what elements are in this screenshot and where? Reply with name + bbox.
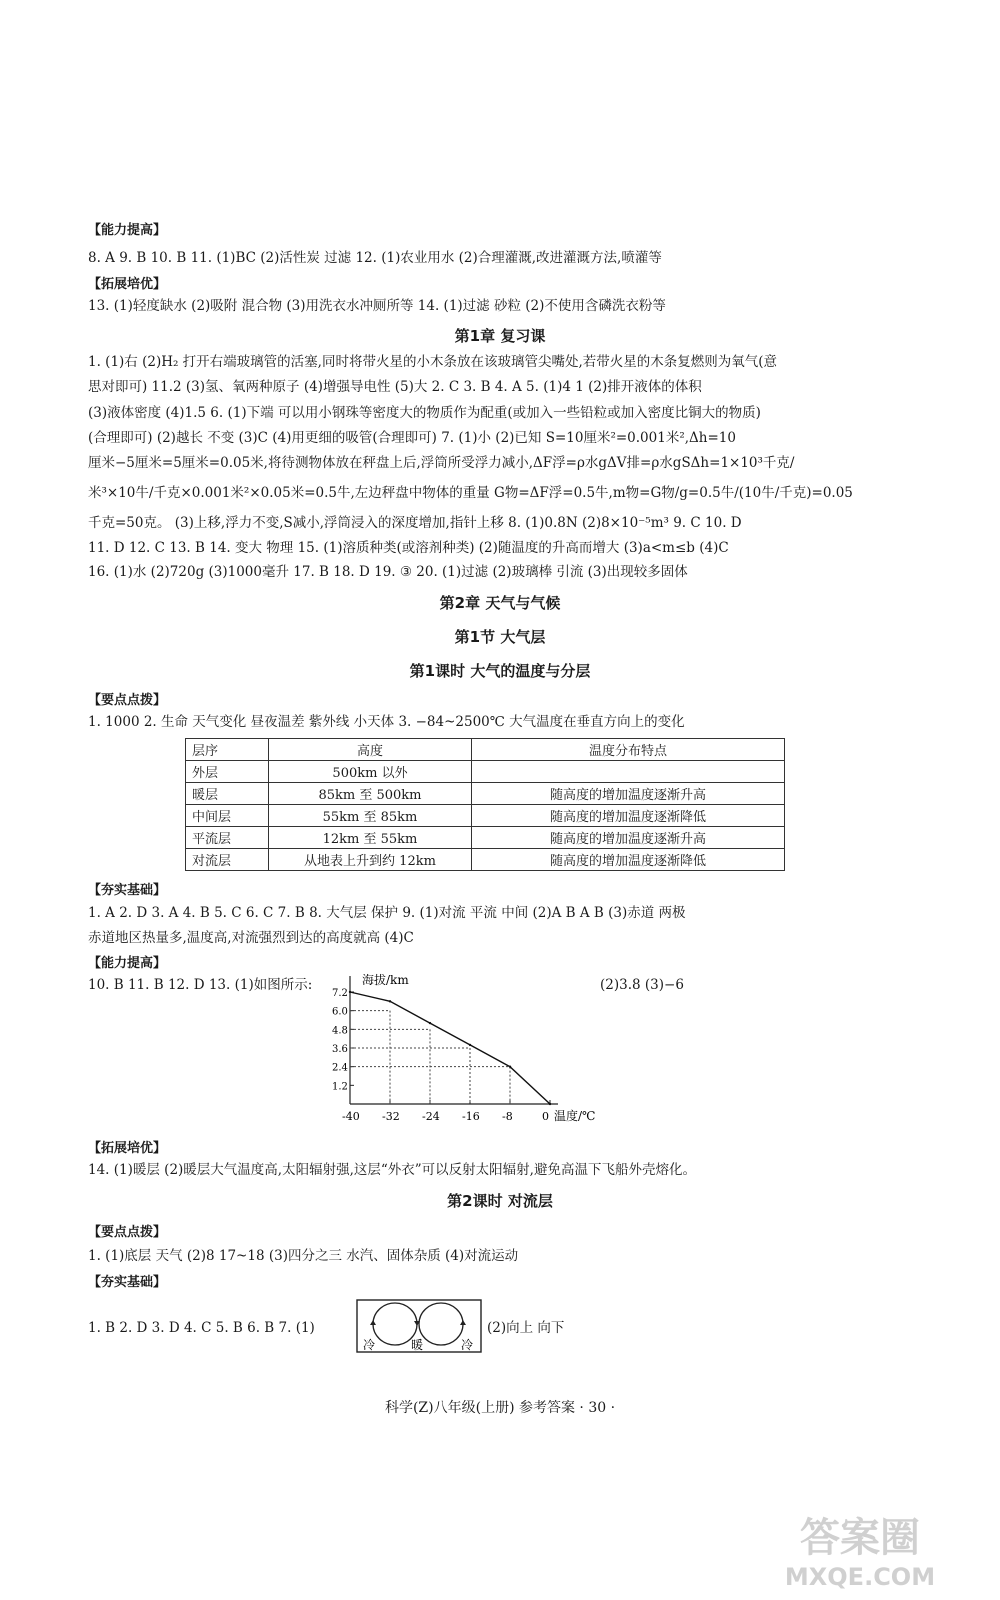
table-header-row <box>186 739 785 761</box>
answer-line: 思对即可) 11.2 (3)氢、氧两种原子 (4)增强导电性 (5)大 2. C 3. B 4. A 5. (1)4 1 (2)排开液体的体积 <box>88 379 702 395</box>
data-point <box>549 1103 551 1105</box>
y-tick-label: 6.0 <box>332 1006 348 1018</box>
data-point <box>469 1044 471 1046</box>
y-axis-label: 海拔/km <box>362 973 409 987</box>
answer-line: 1. (1)底层 天气 (2)8 17~18 (3)四分之三 水汽、固体杂质 (4)对流运动 <box>88 1248 519 1264</box>
answer-line: 1. B 2. D 3. D 4. C 5. B 6. B 7. (1) <box>88 1320 315 1336</box>
table-row <box>186 805 785 827</box>
data-point <box>509 1065 511 1067</box>
x-tick-label: -8 <box>502 1110 513 1123</box>
section-tag: 【夯实基础】 <box>88 1275 167 1290</box>
table-cell <box>472 761 785 783</box>
down-arrow-icon <box>370 1320 376 1325</box>
watermark-title: 答案圈 <box>800 1515 920 1561</box>
answer-line: (2)3.8 (3)−6 <box>600 977 684 993</box>
section-tag: 【拓展培优】 <box>88 1141 167 1156</box>
table-cell: 对流层 <box>186 849 269 871</box>
x-tick-label: 0 <box>542 1110 549 1123</box>
section-heading: 第1节 大气层 <box>454 628 546 646</box>
answer-line: 10. B 11. B 12. D 13. (1)如图所示: <box>88 977 313 993</box>
table-cell: 随高度的增加温度逐渐降低 <box>472 849 785 871</box>
table-cell: 随高度的增加温度逐渐升高 <box>472 827 785 849</box>
answer-line: 米³×10牛/千克×0.001米²×0.05米=0.5牛,左边秤盘中物体的重量 G物=ΔF浮=0.5牛,m物=G物/g=0.5牛/(10牛/千克)=0.05 <box>88 485 853 501</box>
data-point <box>349 991 351 993</box>
x-tick-label: -40 <box>342 1110 360 1123</box>
cold-label-right: 冷 <box>461 1338 474 1352</box>
answer-line: 1. (1)右 (2)H₂ 打开右端玻璃管的活塞,同时将带火星的小木条放在该玻璃管尖嘴处,若带火星的木条复燃则为氧气(意 <box>88 354 778 370</box>
answer-line: 8. A 9. B 10. B 11. (1)BC (2)活性炭 过滤 12. (1)农业用水 (2)合理灌溉,改进灌溉方法,喷灌等 <box>88 250 662 266</box>
table-row <box>186 783 785 805</box>
lesson-heading: 第2课时 对流层 <box>447 1192 553 1210</box>
section-tag: 【能力提高】 <box>88 223 167 238</box>
table-header: 高度 <box>269 739 472 761</box>
atmosphere-layers-table <box>185 738 785 871</box>
answer-line: 赤道地区热量多,温度高,对流强烈到达的高度就高 (4)C <box>88 930 414 946</box>
table-header: 层序 <box>186 739 269 761</box>
answer-line: 1. A 2. D 3. A 4. B 5. C 6. C 7. B 8. 大气层 保护 9. (1)对流 平流 中间 (2)A B A B (3)赤道 两极 <box>88 905 686 921</box>
answer-line: 13. (1)轻度缺水 (2)吸附 混合物 (3)用洗衣水冲厕所等 14. (1)过滤 砂粒 (2)不使用含磷洗衣粉等 <box>88 298 666 314</box>
chart-layer <box>332 972 595 1123</box>
x-tick-label: -32 <box>382 1110 400 1123</box>
chapter-heading: 第1章 复习课 <box>454 327 546 345</box>
table-cell: 12km 至 55km <box>269 827 472 849</box>
data-point <box>389 1000 391 1002</box>
x-tick-label: -16 <box>462 1110 480 1123</box>
y-tick-label: 4.8 <box>332 1025 348 1037</box>
answer-line: (2)向上 向下 <box>487 1320 565 1336</box>
down-arrow-icon <box>460 1320 466 1325</box>
x-tick-label: -24 <box>422 1110 440 1123</box>
page-footer: 科学(Z)八年级(上册) 参考答案 · 30 · <box>384 1400 616 1416</box>
table-cell: 外层 <box>186 761 269 783</box>
table-row <box>186 849 785 871</box>
section-tag: 【夯实基础】 <box>88 883 167 898</box>
section-tag: 【拓展培优】 <box>88 277 167 292</box>
altitude-temperature-chart <box>330 970 600 1132</box>
lesson-heading: 第1课时 大气的温度与分层 <box>409 662 591 680</box>
table-cell: 85km 至 500km <box>269 783 472 805</box>
section-tag: 【能力提高】 <box>88 956 167 971</box>
table-cell: 暖层 <box>186 783 269 805</box>
answer-line: (合理即可) (2)越长 不变 (3)C (4)用更细的吸管(合理即可) 7. (1)小 (2)已知 S=10厘米²=0.001米²,Δh=10 <box>88 430 736 446</box>
answer-line: 16. (1)水 (2)720g (3)1000毫升 17. B 18. D 19. ③ 20. (1)过滤 (2)玻璃棒 引流 (3)出现较多固体 <box>88 564 688 580</box>
answer-line: 11. D 12. C 13. B 14. 变大 物理 15. (1)溶质种类(或溶剂种类) (2)随温度的升高而增大 (3)a<m≤b (4)C <box>88 540 729 556</box>
answer-line: 厘米−5厘米=5厘米=0.05米,将待测物体放在秤盘上后,浮筒所受浮力减小,ΔF浮=ρ水gΔV排=ρ水gSΔh=1×10³千克/ <box>88 455 795 471</box>
watermark-logo <box>760 1505 960 1593</box>
chapter-heading: 第2章 天气与气候 <box>439 594 561 612</box>
x-axis-label: 温度/℃ <box>554 1109 596 1123</box>
y-tick-label: 3.6 <box>332 1044 348 1055</box>
table-cell: 随高度的增加温度逐渐升高 <box>472 783 785 805</box>
warm-label: 暖 <box>411 1338 424 1352</box>
answer-line: (3)液体密度 (4)1.5 6. (1)下端 可以用小钢珠等密度大的物质作为配重(或加入一些铅粒或加入密度比铜大的物质) <box>88 405 761 421</box>
cold-label-left: 冷 <box>363 1338 376 1352</box>
table-cell: 55km 至 85km <box>269 805 472 827</box>
y-tick-label: 1.2 <box>332 1081 348 1093</box>
table-cell: 500km 以外 <box>269 761 472 783</box>
table-row <box>186 761 785 783</box>
data-point <box>429 1022 431 1024</box>
table-cell: 中间层 <box>186 805 269 827</box>
table-row <box>186 827 785 849</box>
answer-line: 14. (1)暖层 (2)暖层大气温度高,太阳辐射强,这层“外衣”可以反射太阳辐射,避免高温下飞船外壳熔化。 <box>88 1162 696 1178</box>
section-tag: 【要点点拨】 <box>88 1225 167 1240</box>
answer-line: 1. 1000 2. 生命 天气变化 昼夜温差 紫外线 小天体 3. −84~2500℃ 大气温度在垂直方向上的变化 <box>88 714 685 730</box>
watermark-url: MXQE.COM <box>784 1563 936 1591</box>
y-tick-label: 2.4 <box>332 1062 348 1074</box>
y-tick-label: 7.2 <box>332 988 348 999</box>
table-cell: 从地表上升到约 12km <box>269 849 472 871</box>
table-cell: 平流层 <box>186 827 269 849</box>
answer-line: 千克=50克。 (3)上移,浮力不变,S减小,浮筒浸入的深度增加,指针上移 8. (1)0.8N (2)8×10⁻⁵m³ 9. C 10. D <box>88 515 742 531</box>
right-convection-cell <box>419 1303 463 1345</box>
convection-diagram <box>355 1298 485 1356</box>
table-header: 温度分布特点 <box>472 739 785 761</box>
section-tag: 【要点点拨】 <box>88 693 167 708</box>
table-cell: 随高度的增加温度逐渐降低 <box>472 805 785 827</box>
